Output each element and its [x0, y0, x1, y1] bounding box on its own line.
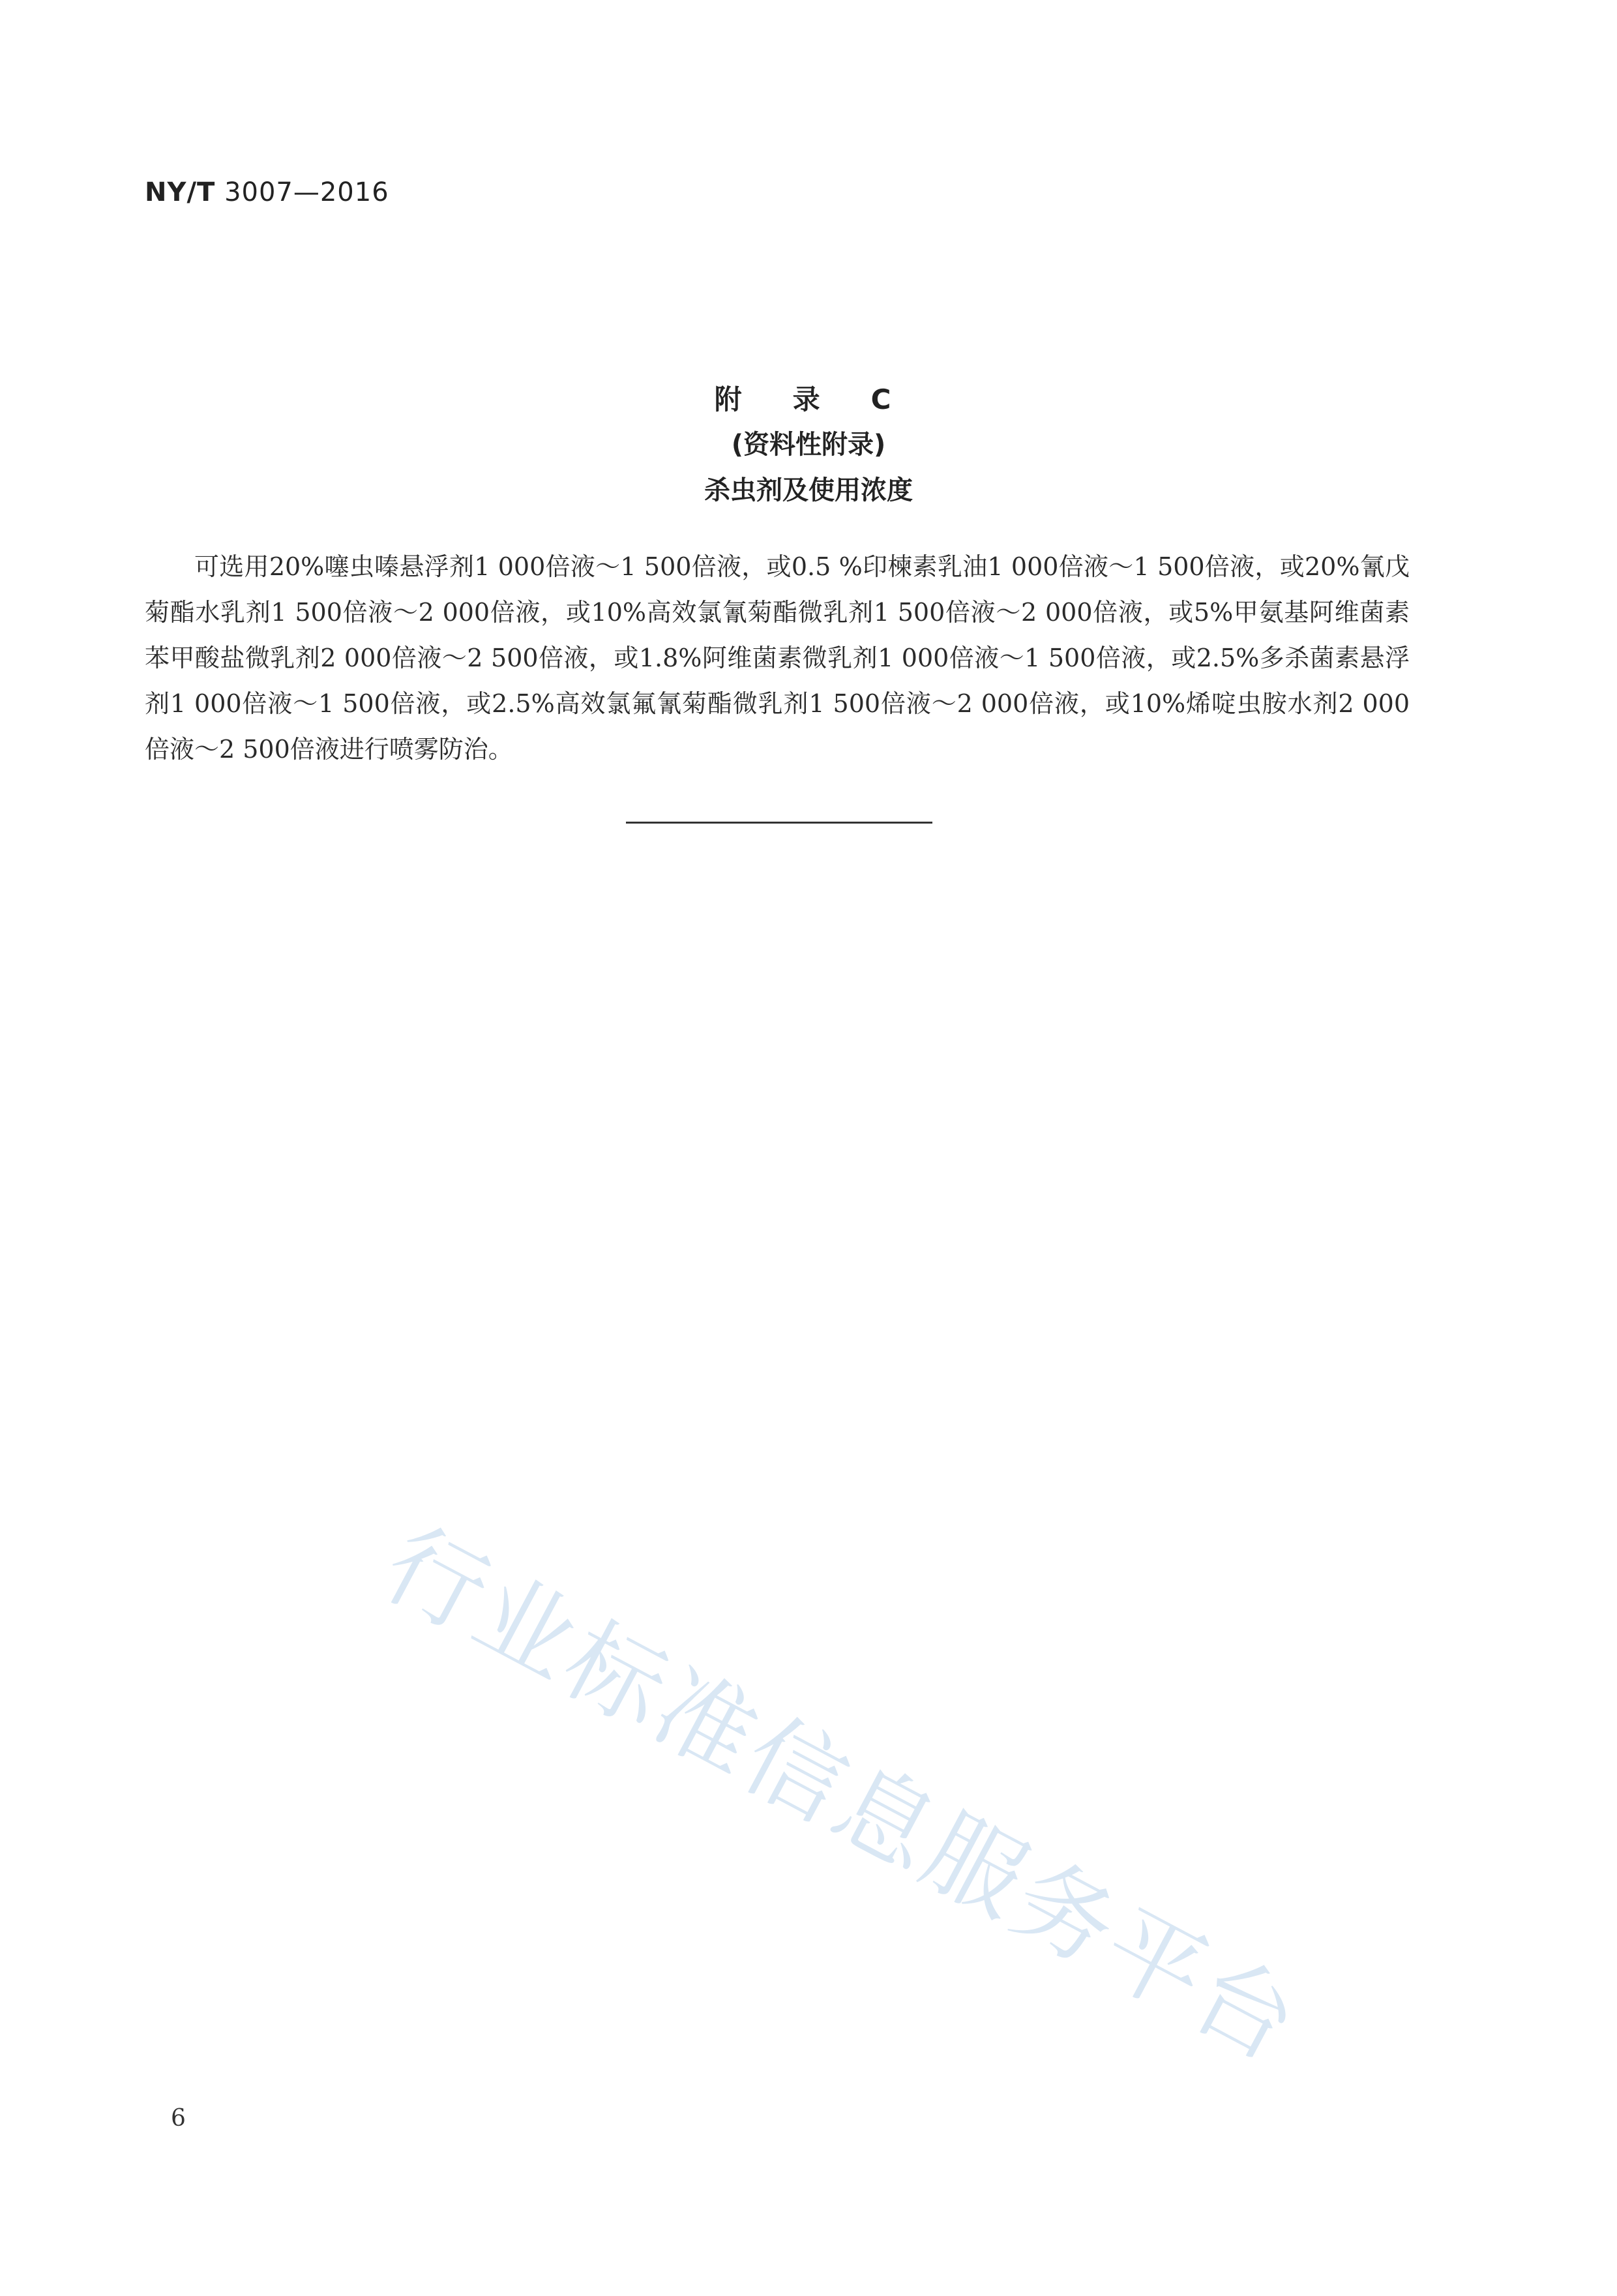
standard-code-prefix: NY/T	[145, 177, 216, 207]
end-rule	[626, 822, 932, 824]
appendix-name: 杀虫剂及使用浓度	[704, 475, 913, 505]
body-paragraph: 可选用20%噻虫嗪悬浮剂1 000倍液～1 500倍液，或0.5 %印楝素乳油1 000倍液～1 500倍液，或20%氰戊菊酯水乳剂1 500倍液～2 000倍液，或10%高效氯氰菊酯微乳剂1 500倍液～2 000倍液，或5%甲氨基阿维菌素苯甲酸盐微乳剂2 000倍液～2 500倍液，或1.8%阿维菌素微乳剂1 000倍液～1 500倍液，或2.5%多杀菌素悬浮剂1 000倍液～1 500倍液，或2.5%高效氯氟氰菊酯微乳剂1 500倍液～2 000倍液，或10%烯啶虫胺水剂2 000倍液～2 500倍液进行喷雾防治。	[145, 552, 1410, 764]
standard-code	[145, 177, 389, 207]
page-number: 6	[171, 2105, 186, 2132]
standard-code-number: 3007—2016	[224, 177, 389, 207]
appendix-type: (资料性附录)	[731, 430, 886, 460]
appendix-title: 附 录 C	[714, 383, 903, 415]
watermark: 行业标准信息服务平台	[366, 1506, 1318, 2085]
